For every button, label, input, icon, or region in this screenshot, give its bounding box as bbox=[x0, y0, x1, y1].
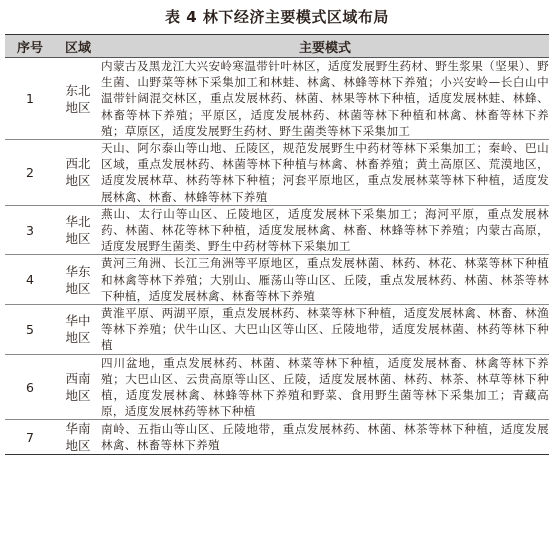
row-mode: 天山、阿尔泰山等山地、丘陵区，规范发展野生中药材等林下采集加工；秦岭、巴山区域，重点发展林药、林菌等林下种植与林禽、林畜养殖；黄土高原区、荒漠地区，适度发展林草、林药等林下种植；河套平原地区，重点发展林菜等林下种植，适度发展林禽、林畜、林蜂等林下养殖 bbox=[101, 141, 549, 204]
row-region: 西南地区 bbox=[65, 371, 91, 404]
row-mode: 四川盆地，重点发展林药、林菌、林菜等林下种植，适度发展林畜、林禽等林下养殖；大巴山区、云贵高原等山区、丘陵，适度发展林菌、林药、林茶、林草等林下种植，适度发展林禽、林蜂等林下养殖和野菜、食用野生菌等林下采集加工；青藏高原，适度发展林药等林下种植 bbox=[101, 355, 549, 419]
row-mode: 南岭、五指山等山区、丘陵地带，重点发展林药、林菌、林茶等林下种植，适度发展林禽、林畜等林下养殖 bbox=[101, 420, 549, 455]
row-num: 2 bbox=[5, 140, 55, 206]
row-num: 4 bbox=[5, 255, 55, 305]
row-region: 华北地区 bbox=[65, 214, 91, 247]
row-mode: 黄河三角洲、长江三角洲等平原地区，重点发展林菌、林药、林花、林菜等林下种植和林禽等林下养殖；大别山、雁荡山等山区、丘陵，重点发展林药、林菌、林茶等林下种植，适度发展林禽、林畜等林下养殖 bbox=[101, 256, 549, 303]
table-row bbox=[5, 354, 549, 420]
row-num: 5 bbox=[5, 305, 55, 355]
forest-economy-table bbox=[5, 34, 549, 455]
row-num: 6 bbox=[5, 354, 55, 420]
header-region: 区域 bbox=[55, 35, 101, 58]
row-num: 1 bbox=[5, 58, 55, 140]
row-num: 7 bbox=[5, 420, 55, 455]
row-region: 华南地区 bbox=[65, 421, 91, 454]
table-row bbox=[5, 305, 549, 355]
row-region: 华中地区 bbox=[65, 313, 91, 346]
row-num: 3 bbox=[5, 205, 55, 255]
table-row bbox=[5, 255, 549, 305]
row-region: 东北地区 bbox=[65, 82, 91, 115]
table-row bbox=[5, 420, 549, 455]
table-row bbox=[5, 58, 549, 140]
row-region: 西北地区 bbox=[65, 156, 91, 189]
table-title: 表 4 林下经济主要模式区域布局 bbox=[165, 8, 389, 26]
row-mode: 燕山、太行山等山区、丘陵地区，适度发展林下采集加工；海河平原，重点发展林药、林菌、林花等林下种植，适度发展林禽、林畜、林蜂等林下养殖；内蒙古高原，适度发展野生菌类、野生中药材等林下采集加工 bbox=[101, 206, 549, 254]
row-region: 华东地区 bbox=[65, 263, 91, 296]
table-row bbox=[5, 140, 549, 206]
header-num: 序号 bbox=[5, 35, 55, 58]
table-row bbox=[5, 205, 549, 255]
header-mode: 主要模式 bbox=[101, 35, 549, 58]
row-mode: 内蒙古及黑龙江大兴安岭寒温带针叶林区，适度发展野生药材、野生浆果（坚果）、野生菌、山野菜等林下采集加工和林蛙、林禽、林蜂等林下养殖；小兴安岭—长白山中温带针阔混交林区，重点发展林药、林菌、林果等林下种植，适度发展林蛙、林蜂、林畜等林下养殖；平原区，适度发展林药、林菌等林下种植和林禽、林畜等林下养殖；草原区，适度发展野生药材、野生菌类等林下采集加工 bbox=[101, 59, 549, 138]
table-header-row bbox=[5, 35, 549, 58]
row-mode: 黄淮平原、两湖平原，重点发展林药、林菜等林下种植，适度发展林禽、林畜、林渔等林下养殖；伏牛山区、大巴山区等山区、丘陵地带，适度发展林菌、林药等林下种植 bbox=[101, 306, 549, 353]
